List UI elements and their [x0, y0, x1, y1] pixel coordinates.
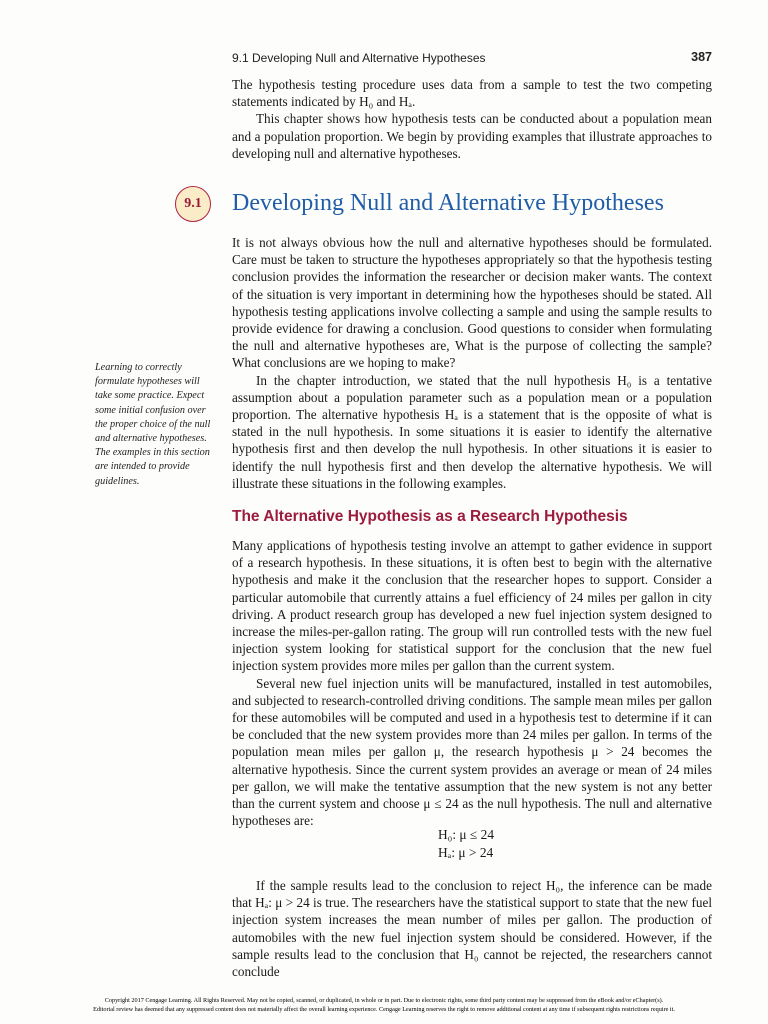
- section-body: [232, 234, 712, 492]
- section-title: Developing Null and Alternative Hypotheses: [232, 190, 664, 216]
- running-head-section: 9.1 Developing Null and Alternative Hypotheses: [232, 51, 486, 65]
- hypotheses-display: [438, 826, 558, 861]
- intro-paragraph-1: The hypothesis testing procedure uses data from a sample to test the two competing statements indicated by H₀ and Hₐ.: [232, 77, 712, 110]
- section-paragraph-2: In the chapter introduction, we stated that the null hypothesis H₀ is a tentative assumption about a population parameter such as a population mean or a population proportion. The alternative hypothesis Hₐ is a statement that is the opposite of what is stated in the null hypothesis. In some situations it is easier to identify the alternative hypothesis first and then develop the null hypothesis. In other situations it is easier to identify the null hypothesis first and then develop the alternative hypothesis. We will illustrate these situations in the following examples.: [232, 372, 712, 491]
- section-paragraph-1: It is not always obvious how the null and alternative hypotheses should be formulated. Care must be taken to structure the hypotheses appropriately so that the hypothesis testing conclusion provides the information the researcher or decision maker wants. The context of the situation is very important in determining how the hypotheses should be stated. All hypothesis testing applications involve collecting a sample and using the sample results to provide evidence for drawing a conclusion. Good questions to consider when formulating the null and alternative hypotheses are, What is the purpose of collecting the sample? What conclusions are we hoping to make?: [232, 235, 712, 371]
- copyright-line-1: Copyright 2017 Cengage Learning. All Rights Reserved. May not be copied, scanned, or duplicated, in whole or in part. Due to electronic rights, some third party content may be suppressed from the eBook and/or eChapter(s).: [104, 997, 664, 1004]
- subsection-title: The Alternative Hypothesis as a Research Hypothesis: [232, 508, 628, 525]
- margin-note: Learning to correctly formulate hypotheses will take some practice. Expect some initial confusion over the proper choice of the null and alternative hypotheses. The examples in this section are intended to provide guidelines.: [95, 362, 211, 487]
- page-number: 387: [691, 50, 712, 64]
- intro-text: [232, 76, 712, 162]
- subsection-paragraph-3: If the sample results lead to the conclusion to reject H₀, the inference can be made that Hₐ: μ > 24 is true. The researchers have the statistical support to state that the new fuel injection system increases the mean number of miles per gallon. The production of automobiles with the new fuel injection system should be considered. However, if the sample results lead to the conclusion that H₀ cannot be rejected, the researchers cannot conclude: [232, 878, 712, 980]
- subsection-continuation: [232, 877, 712, 980]
- copyright-footer: [0, 996, 768, 1014]
- copyright-line-2: Editorial review has deemed that any suppressed content does not materially affect the overall learning experience. Cengage Learning reserves the right to remove additional content at any time if subsequent rights restrictions require it.: [93, 1006, 675, 1013]
- subsection-paragraph-1: Many applications of hypothesis testing involve an attempt to gather evidence in support of a research hypothesis. In these situations, it is often best to begin with the alternative hypothesis and make it the conclusion that the researcher hopes to support. Consider a particular automobile that currently attains a fuel efficiency of 24 miles per gallon in city driving. A product research group has developed a new fuel injection system designed to increase the miles-per-gallon rating. The group will run controlled tests with the new fuel injection system looking for statistical support for the conclusion that the new fuel injection system provides more miles per gallon than the current system.: [232, 538, 712, 674]
- running-head: [232, 49, 712, 67]
- section-number-badge: 9.1: [175, 186, 211, 222]
- alternative-hypothesis: Hₐ: μ > 24: [438, 844, 494, 860]
- subsection-paragraph-2: Several new fuel injection units will be manufactured, installed in test automobiles, and subjected to research-controlled driving conditions. The sample mean miles per gallon for these automobiles will be computed and used in a hypothesis test to determine if it can be concluded that the new system provides more than 24 miles per gallon. In terms of the population mean miles per gallon μ, the research hypothesis μ > 24 becomes the alternative hypothesis. Since the current system provides an average or mean of 24 miles per gallon, we will make the tentative assumption that the new system is not any better than the current system and choose μ ≤ 24 as the null hypothesis. The null and alternative hypotheses are:: [232, 675, 712, 829]
- subsection-body: [232, 537, 712, 829]
- intro-paragraph-2: This chapter shows how hypothesis tests can be conducted about a population mean and a population proportion. We begin by providing examples that illustrate approaches to developing null and alternative hypotheses.: [232, 111, 712, 161]
- null-hypothesis: H₀: μ ≤ 24: [438, 827, 495, 842]
